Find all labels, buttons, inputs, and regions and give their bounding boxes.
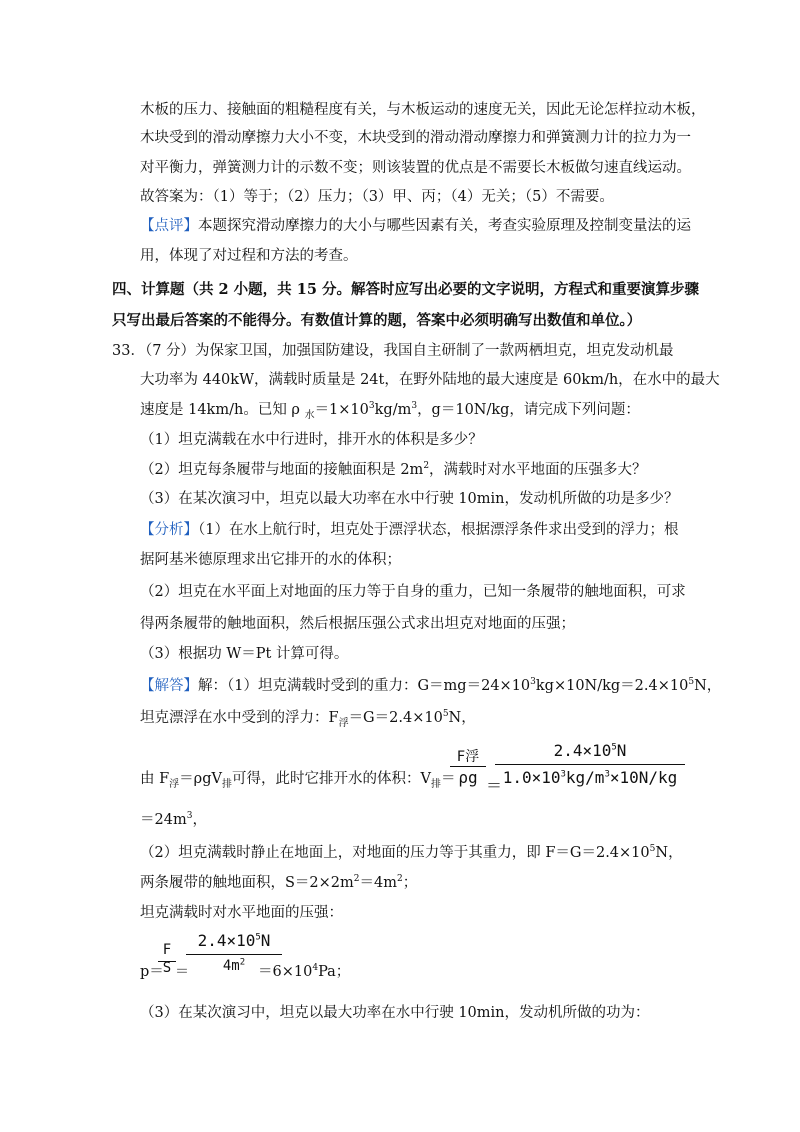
solution-tag: 【解答】 [140,678,198,694]
solution-line: （3）在某次演习中，坦克以最大功率在水中行驶 10min，发动机所做的功为： [140,1005,650,1021]
solution-line: 坦克漂浮在水中受到的浮力：$F_浮=G=2.4\times 10^5N$， [140,709,476,729]
solution-line: 【解答】解：（1）坦克满载时受到的重力：$G=mg=24\times 10^3kg\times 10N/kg=2.4\times 10^5N$， [140,677,722,694]
fraction-denominator: ρg [458,768,478,787]
answer-line: 故答案为：（1）等于；（2）压力；（3）甲、丙；（4）无关；（5）不需要。 [140,189,614,205]
fraction-numerator: F [162,942,172,958]
paragraph-line: 木板的压力、接触面的粗糙程度有关，与木板运动的速度无关，因此无论怎样拉动木板， [140,102,706,118]
solution-line: （2）坦克满载时静止在地面上，对地面的压力等于其重力，即 $F=G=2.4\times 10^5N$， [140,844,683,861]
question-line: 大功率为 440kW，满载时质量是 24t，在野外陆地的最大速度是 60km/h，在水中的最大 [140,372,720,388]
fraction-numerator: $2.4\times 10^5N$ [197,931,271,950]
analysis-line: （3）根据功 W＝Pt 计算可得。 [140,646,349,662]
fraction-bar [450,766,486,767]
equals-sign: ＝ [175,964,189,980]
solution-line: $=24m^3$， [140,811,207,828]
review-line: 【点评】本题探究滑动摩擦力的大小与哪些因素有关，考查实验原理及控制变量法的运 [140,218,691,234]
analysis-line: 【分析】（1）在水上航行时，坦克处于漂浮状态，根据漂浮条件求出受到的浮力；根 [140,522,679,538]
fraction-denominator: $1.0\times 10^3kg/m^3\times 10N/kg$ [502,768,678,787]
question-line: 33．（7 分）为保家卫国，加强国防建设，我国自主研制了一款两栖坦克，坦克发动机最 [112,343,674,359]
fraction-numerator: $2.4\times 10^5N$ [553,741,627,760]
sub-question: （3）在某次演习中，坦克以最大功率在水中行驶 10min，发动机所做的功是多少？ [140,491,679,507]
solution-line: 两条履带的触地面积，$S=2\times 2m^2=4m^2$； [140,874,418,891]
equals-sign: ＝ [486,776,503,795]
fraction-bar [186,954,282,955]
analysis-tag: 【分析】 [140,522,198,538]
section-heading: 四、计算题（共 2 小题，共 15 分。解答时应写出必要的文字说明，方程式和重要演算步骤 [112,281,699,298]
review-line: 用，体现了对过程和方法的考查。 [140,248,358,264]
pressure-label: p＝ [140,964,164,980]
sub-question: （2）坦克每条履带与地面的接触面积是 $2m^2$，满载时对水平地面的压强多大？ [140,461,647,478]
solution-line: 由 $F_浮=\rho gV_排$可得，此时它排开水的体积：$V_排=$ [140,771,456,790]
fraction-numerator: F浮 [456,749,480,765]
review-tag: 【点评】 [140,218,198,234]
section-heading: 只写出最后答案的不能得分。有数值计算的题，答案中必须明确写出数值和单位。） [112,312,642,329]
question-number: 33． [112,343,145,359]
solution-line: 坦克满载时对水平地面的压强： [140,905,343,921]
analysis-line: （2）坦克在水平面上对地面的压力等于自身的重力，已知一条履带的触地面积，可求 [140,584,686,600]
solution-line: $=6\times 10^4Pa$； [258,963,351,980]
analysis-line: 据阿基米德原理求出它排开的水的体积； [140,552,401,568]
analysis-line: 得两条履带的触地面积，然后根据压强公式求出坦克对地面的压强； [140,616,575,632]
paragraph-line: 对平衡力，弹簧测力计的示数不变；则该装置的优点是不需要长木板做匀速直线运动。 [140,160,691,176]
fraction-bar [495,764,685,765]
paragraph-line: 木块受到的滑动摩擦力大小不变，木块受到的滑动滑动摩擦力和弹簧测力计的拉力为一 [140,130,691,146]
fraction-denominator: $4m^2$ [222,957,246,974]
fraction-denominator: S [162,960,172,976]
question-line: 速度是 14km/h。已知 ρ $_水=1\times 10^3kg/m^3$，g＝10N/kg，请完成下列问题： [140,401,640,421]
sub-question: （1）坦克满载在水中行进时，排开水的体积是多少？ [140,432,483,448]
